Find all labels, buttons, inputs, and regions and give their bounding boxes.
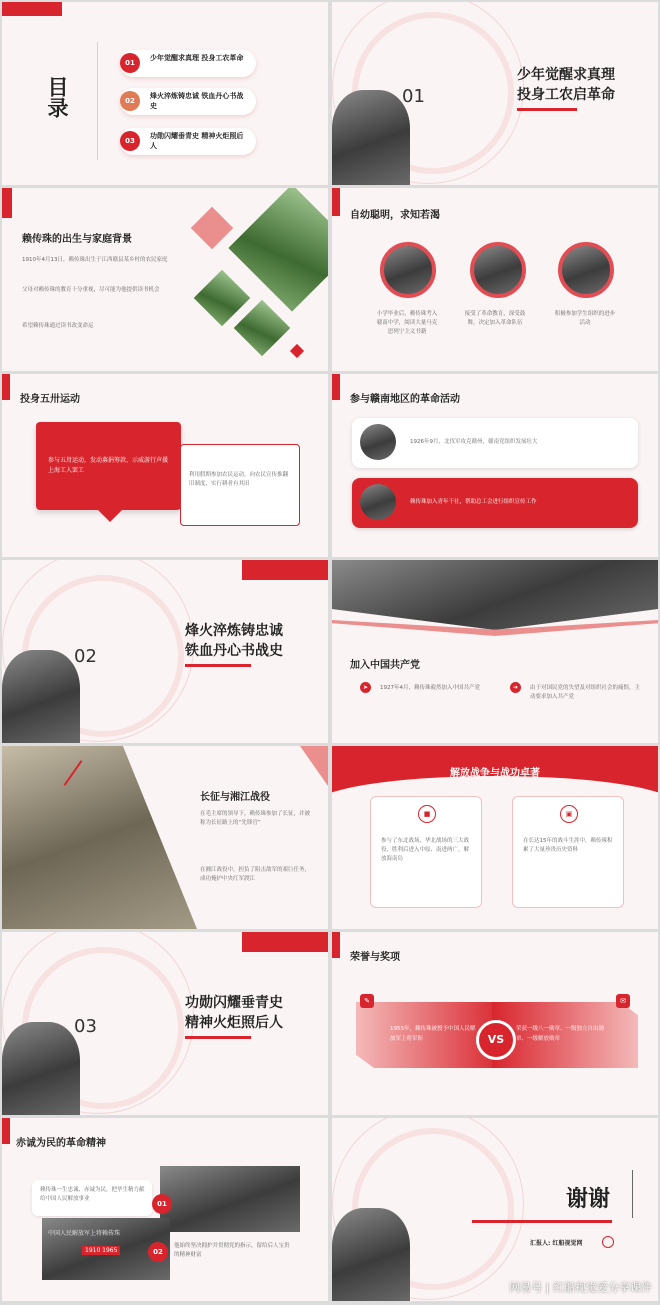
section-title-line2: 铁血丹心书战史: [185, 643, 283, 659]
white-callout-text: 利用假期参加农民运动，向农民宣传推翻旧制度、实行耕者有其田: [189, 472, 289, 487]
slide-title: 解放战争与战功卓著: [450, 768, 540, 779]
birth-paragraph-3: 希望赖传珠通过读书改变命运: [22, 323, 94, 329]
toc-num-3: 03: [120, 131, 140, 151]
gannan-row-2[interactable]: [352, 478, 638, 528]
corner-accent: [2, 188, 12, 218]
section-title-line1: 功勋闪耀垂青史: [185, 995, 283, 1011]
gannan-row-1-text: 1926年9月，北伐军攻克赣州，赣南党组织发展壮大: [410, 439, 538, 445]
corner-accent: [242, 932, 328, 952]
liberation-text-2: 在长达15年的战斗生涯中，赖传珠积累了大量珍贵历史资料: [523, 838, 613, 853]
section-title-line2: 精神火炬照后人: [185, 1015, 283, 1031]
thanks-title: 谢谢: [566, 1186, 611, 1212]
diamond-red: [290, 344, 304, 358]
cavalry-photo: [2, 746, 197, 929]
honor-right-text: 荣获一级八一勋章、一级独立自由勋章、一级解放勋章: [516, 1026, 605, 1042]
gannan-row-2-text: 赖传珠加入青年干社，帮助总工会进行组织宣传工作: [410, 499, 537, 505]
title-underline: [517, 108, 577, 111]
memorial-caption: 中国人民解放军上将赖传珠: [48, 1230, 121, 1237]
award-icon-right: ✉: [616, 994, 630, 1008]
toc-num-1: 01: [120, 53, 140, 73]
corner-accent: [332, 188, 340, 216]
callout-tail: [98, 510, 122, 522]
section-title-line2: 投身工农启革命: [517, 87, 615, 103]
award-icon-left: ✎: [360, 994, 374, 1008]
slide-honors[interactable]: [332, 932, 658, 1115]
toc-num-2: 02: [120, 91, 140, 111]
slide-title: 自幼聪明，求知若渴: [350, 210, 440, 221]
longmarch-paragraph-1: 在毛主席的领导下，赖传珠参加了长征，并被称为长征路上的“先锋官”: [200, 811, 311, 826]
study-caption-2: 接受了革命教育，深受鼓舞，决定加入革命队伍: [464, 311, 526, 326]
spirit-text-box-1: [32, 1180, 152, 1216]
slide-part2[interactable]: [2, 560, 328, 743]
toc-text-1: 少年觉醒求真理 投身工农革命: [150, 53, 244, 62]
section-title-line1: 少年觉醒求真理: [517, 67, 615, 83]
memorial-years: 1910 1965: [82, 1246, 120, 1255]
group-photo: [332, 560, 658, 630]
reporter-label: 汇报人: 红船视觉网: [530, 1240, 583, 1247]
portrait-photo: [332, 90, 410, 185]
section-title-line1: 烽火淬炼铸忠诚: [185, 623, 283, 639]
red-callout-text: 参与五卅运动，发动募捐筹款、示威游行声援上海工人罢工: [48, 457, 169, 474]
spirit-num-2: 02: [148, 1242, 168, 1262]
portrait-photo: [2, 650, 80, 743]
liberation-card-1[interactable]: [370, 796, 482, 908]
slide-birth[interactable]: [2, 188, 328, 371]
toc-item-3[interactable]: [120, 128, 256, 155]
green-photo-left: [194, 270, 251, 327]
slide-title: 长征与湘江战役: [200, 792, 270, 803]
slide-part1[interactable]: [332, 2, 658, 185]
slide-title: 荣誉与奖项: [350, 952, 400, 963]
deco-triangle: [300, 746, 328, 786]
slide-toc[interactable]: [2, 2, 328, 185]
arrow-icon-1: ➤: [360, 682, 371, 693]
slide-liberation[interactable]: [332, 746, 658, 929]
spirit-num-1: 01: [152, 1194, 172, 1214]
slide-gannan[interactable]: [332, 374, 658, 557]
title-underline: [185, 1036, 251, 1039]
crowd-photo: [160, 1166, 300, 1232]
title-underline: [185, 664, 251, 667]
toc-title: 目录: [45, 76, 70, 118]
slide-part3[interactable]: [2, 932, 328, 1115]
slide-title: 投身五卅运动: [20, 394, 80, 405]
corner-accent: [2, 1118, 10, 1144]
spirit-text-2: 他始终坚决拥护并贯彻党的指示，留给后人宝贵的精神财富: [174, 1243, 290, 1258]
portrait-photo: [2, 1022, 80, 1115]
gannan-row-1[interactable]: [352, 418, 638, 468]
birth-paragraph-2: 父母对赖传珠的教育十分重视，尽可能为他提供读书机会: [22, 287, 160, 293]
portrait-photo: [332, 1208, 410, 1301]
study-caption-1: 小学毕业后，赖传珠考入赣南中学，阅读大量马克思列宁主义书籍: [376, 311, 438, 335]
toc-divider: [97, 42, 98, 160]
slide-longmarch[interactable]: [2, 746, 328, 929]
card-icon-2: ▣: [560, 805, 578, 823]
corner-accent: [2, 374, 10, 400]
slide-cpc[interactable]: [332, 560, 658, 743]
study-photo-1: [380, 242, 436, 298]
slide-study[interactable]: [332, 188, 658, 371]
slide-thanks[interactable]: [332, 1118, 658, 1301]
card-icon-1: ■: [418, 805, 436, 823]
slide-title: 赤诚为民的革命精神: [16, 1138, 106, 1149]
cpc-text-2: 由于对国民党的失望及对组织社会的痛恨，主动要求加入共产党: [530, 685, 641, 700]
section-number: 03: [74, 1016, 97, 1037]
corner-accent: [242, 560, 328, 580]
arrow-icon-2: ➜: [510, 682, 521, 693]
gannan-photo-1: [360, 424, 396, 460]
toc-item-2[interactable]: [120, 88, 256, 115]
liberation-text-1: 参与了东北战场、华北战场的三大战役，胜利后进入中原、南进两广，解放海南岛: [381, 838, 470, 862]
gannan-photo-2: [360, 484, 396, 520]
title-underline: [472, 1220, 612, 1223]
toc-text-2: 烽火淬炼铸忠诚 铁血丹心书战史: [150, 91, 244, 110]
vertical-line: [632, 1170, 633, 1218]
section-number: 01: [402, 86, 425, 107]
toc-text-3: 功勋闪耀垂青史 精神火炬照后人: [150, 131, 244, 150]
white-callout: [180, 444, 300, 526]
corner-accent: [2, 2, 62, 16]
reporter-dot-icon: [602, 1236, 614, 1248]
slide-title: 参与赣南地区的革命活动: [350, 394, 460, 405]
watermark-text: 网易号 | 红船视觉爱分享课件: [509, 1281, 652, 1294]
spirit-text-1: 赖传珠一生忠诚、赤诚为民，把毕生精力献给中国人民解放事业: [40, 1187, 145, 1202]
corner-accent: [332, 932, 340, 958]
slide-title: 赖传珠的出生与家庭背景: [22, 234, 132, 245]
section-number: 02: [74, 646, 97, 667]
corner-accent: [332, 374, 340, 400]
birth-paragraph-1: 1910年4月13日，赖传珠出生于江西赣县某乡村的农民家庭: [22, 257, 168, 263]
slide-may30[interactable]: [2, 374, 328, 557]
slide-spirit[interactable]: [2, 1118, 328, 1301]
red-callout: [36, 422, 181, 510]
slide-title: 加入中国共产党: [350, 660, 420, 671]
study-photo-2: [470, 242, 526, 298]
diamond-pink: [191, 207, 233, 249]
green-photo-bottom: [234, 300, 291, 357]
toc-item-1[interactable]: [120, 50, 256, 77]
study-caption-3: 积极参加学生组织的进步活动: [554, 311, 616, 326]
longmarch-paragraph-2: 在湘江战役中，担负了阻击敌军的艰巨任务，成功掩护中央红军渡江: [200, 867, 311, 882]
vs-badge: VS: [476, 1020, 516, 1060]
cpc-text-1: 1927年4月，赖传珠毅然加入中国共产党: [380, 685, 480, 691]
liberation-card-2[interactable]: [512, 796, 624, 908]
study-photo-3: [558, 242, 614, 298]
honor-left-text: 1955年，赖传珠被授予中国人民解放军上将军衔: [390, 1026, 476, 1042]
